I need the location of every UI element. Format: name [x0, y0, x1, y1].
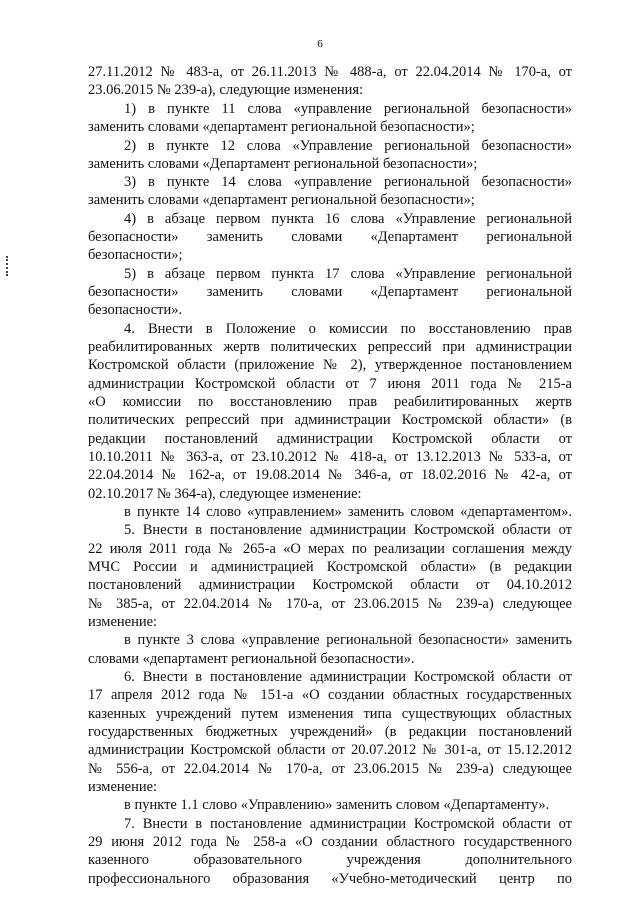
text-line: 22 июля 2011 года № 265-а «О мерах по реализации соглашения между: [88, 541, 572, 557]
text-line: в пункте 14 слово «управлением» заменить словом «департаментом».: [124, 504, 572, 520]
text-line: в пункте 1.1 слово «Управлению» заменить словом «Департаменту».: [124, 797, 550, 813]
text-line: изменение:: [88, 779, 158, 795]
text-line: 23.06.2015 № 239-а), следующие изменения:: [88, 82, 364, 98]
text-line: 27.11.2012 № 483-а, от 26.11.2013 № 488-а, от 22.04.2014 № 170-а, от: [88, 64, 572, 80]
text-line: политических репрессий при администрации Костромской области» (в: [88, 412, 572, 428]
text-line: 4. Внести в Положение о комиссии по восстановлению прав: [124, 321, 572, 337]
text-line: постановлений администрации Костромской области от 04.10.2012: [88, 577, 572, 593]
text-line: 3) в пункте 14 слова «управление региональной безопасности»: [124, 174, 572, 190]
text-line: 22.04.2014 № 162-а, от 19.08.2014 № 346-а, от 18.02.2016 № 42-а, от: [88, 467, 572, 483]
text-line: 4) в абзаце первом пункта 16 слова «Управление региональной: [124, 211, 572, 227]
text-line: безопасности» заменить словами «Департамент региональной: [88, 229, 572, 245]
text-line: казенного образовательного учреждения дополнительного: [88, 852, 572, 868]
text-line: заменить словами «департамент региональной безопасности»;: [88, 192, 475, 208]
text-line: 5) в абзаце первом пункта 17 слова «Управление региональной: [124, 266, 572, 282]
text-line: 6. Внести в постановление администрации Костромской области от: [124, 669, 572, 685]
text-line: казенных учреждений путем изменения типа существующих областных: [88, 706, 572, 722]
text-line: администрации Костромской области от 20.07.2012 № 301-а, от 15.12.2012: [88, 742, 572, 758]
text-line: 7. Внести в постановление администрации Костромской области от: [124, 816, 572, 832]
text-line: 17 апреля 2012 года № 151-а «О создании областных государственных: [88, 687, 572, 703]
text-line: «О комиссии по восстановлению прав реабилитированных жертв: [88, 394, 572, 410]
text-line: № 556-а, от 22.04.2014 № 170-а, от 23.06.2015 № 239-а) следующее: [88, 761, 572, 777]
page-number: 6: [317, 38, 323, 50]
text-line: МЧС России и администрацией Костромской области» (в редакции: [88, 559, 572, 575]
text-line: 1) в пункте 11 слова «управление региональной безопасности»: [124, 101, 572, 117]
text-line: безопасности».: [88, 302, 183, 318]
text-line: безопасности» заменить словами «Департамент региональной: [88, 284, 572, 300]
text-line: в пункте 3 слова «управление региональной безопасности» заменить: [124, 632, 572, 648]
text-line: Костромской области (приложение № 2), утвержденное постановлением: [88, 357, 572, 373]
text-line: 2) в пункте 12 слова «Управление региональной безопасности»: [124, 138, 572, 154]
text-line: 02.10.2017 № 364-а), следующее изменение:: [88, 486, 362, 502]
text-line: профессионального образования «Учебно-методический центр по: [88, 871, 572, 887]
text-line: администрации Костромской области от 7 июня 2011 года № 215-а: [88, 376, 572, 392]
text-line: редакции постановлений администрации Костромской области от: [88, 431, 572, 447]
text-line: безопасности»;: [88, 247, 183, 263]
text-line: 10.10.2011 № 363-а, от 23.10.2012 № 418-а, от 13.12.2013 № 533-а, от: [88, 449, 572, 465]
text-line: изменение:: [88, 614, 158, 630]
text-line: № 385-а, от 22.04.2014 № 170-а, от 23.06.2015 № 239-а) следующее: [88, 596, 572, 612]
text-line: словами «департамент региональной безопасности».: [88, 651, 415, 667]
text-line: государственных бюджетных учреждений» (в редакции постановлений: [88, 724, 572, 740]
text-line: заменить словами «департамент региональной безопасности»;: [88, 119, 475, 135]
text-line: 29 июня 2012 года № 258-а «О создании областного государственного: [88, 834, 572, 850]
text-line: реабилитированных жертв политических репрессий при администрации: [88, 339, 572, 355]
text-line: заменить словами «Департамент региональной безопасности»;: [88, 156, 478, 172]
margin-mark: [6, 256, 10, 276]
text-line: 5. Внести в постановление администрации Костромской области от: [124, 522, 572, 538]
